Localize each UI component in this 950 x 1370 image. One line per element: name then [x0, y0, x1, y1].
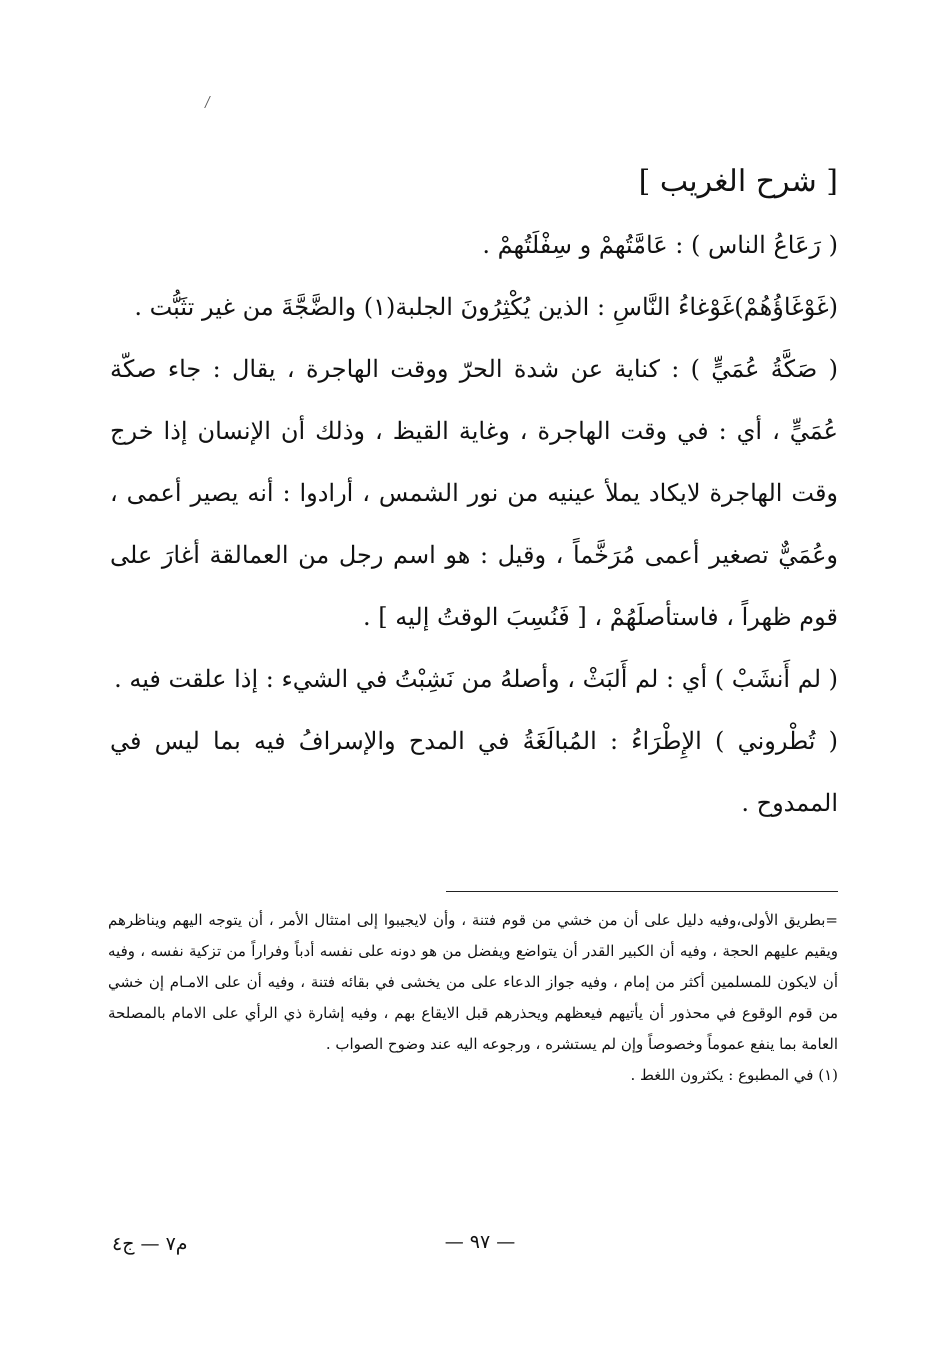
footnotes-block — [108, 905, 838, 1091]
main-text-block — [110, 214, 838, 834]
entry-sakkat-umay: ( صَكَّةُ عُمَيٍّ ) : كناية عن شدة الحرّ ووقت الهاجرة ، يقال : جاء صكّة عُمَيٍّ ، أي : في وقت الهاجرة ، وغاية القيظ ، وذلك أن الإنسان إذا خرج وقت الهاجرة لايكاد يملأ عينيه من نور الشمس ، أرادوا : أنه يصير أعمى ، وعُمَيٌّ تصغير أعمى مُرَخَّماً ، وقيل : هو اسم رجل من العمالقة أغارَ على قوم ظهراً ، فاستأصلَهُمْ ، [ فَنُسِبَ الوقتُ إليه ] . — [110, 355, 839, 631]
entry-lam-anshab: ( لم أَنشَبْ ) أي : لم أَلبَثْ ، وأصلهُ من نَشِبْتُ في الشيء : إذا علقت فيه . — [114, 665, 838, 693]
volume-signature: م٧ — ج٤ — [112, 1233, 188, 1255]
entry-ghawghaa: (غَوْغَاؤُهُمْ)غَوْغاءُ النَّاسِ : الذين يُكْثِرُونَ الجلبة(١) والضَّجَّةَ من غير تثَبُّت . — [134, 293, 838, 321]
stray-pen-mark — [204, 96, 219, 108]
footnote-1: (١) في المطبوع : يكثرون اللغط . — [630, 1066, 838, 1084]
footnote-divider — [446, 891, 838, 892]
section-title: [ شرح الغريب ] — [638, 164, 838, 199]
footnote-continuation: =بطريق الأولى،وفيه دليل على أن من خشي من قوم فتنة ، وأن لايجيبوا إلى امتثال الأمر ، أن يتوجه اليهم ويناظرهم ويقيم عليهم الحجة ، وفيه أن الكبير القدر أن يتواضع ويفضل من هو دونه على نفسه أدباً وفراراً من تزكية نفسه ، وفيه أن لايكون للمسلمين أكثر من إمام ، وفيه جواز الدعاء على من يخشى في بقائه فتنة ، وفيه أن على الامـام إن خشي من قوم الوقوع في محذور أن يأتيهم فيعظهم ويحذرهم قبل الايقاع بهم ، وفيه إشارة ذي الرأي على الامام بالمصلحة العامة بما ينفع عموماً وخصوصاً وإن لم يستشره ، ورجوعه اليه عند وضوح الصواب . — [108, 911, 838, 1053]
entry-tutrooni: ( تُطْروني ) الإِطْرَاءُ : المُبالَغَةُ في المدح والإسرافُ فيه بما ليس في الممدوح . — [110, 727, 838, 817]
entry-raaa: ( رَعَاعُ الناس ) : عَامَّتُهمْ و سِفْلَتُهمْ . — [482, 231, 838, 259]
page-number: — ٩٧ — — [444, 1231, 516, 1253]
